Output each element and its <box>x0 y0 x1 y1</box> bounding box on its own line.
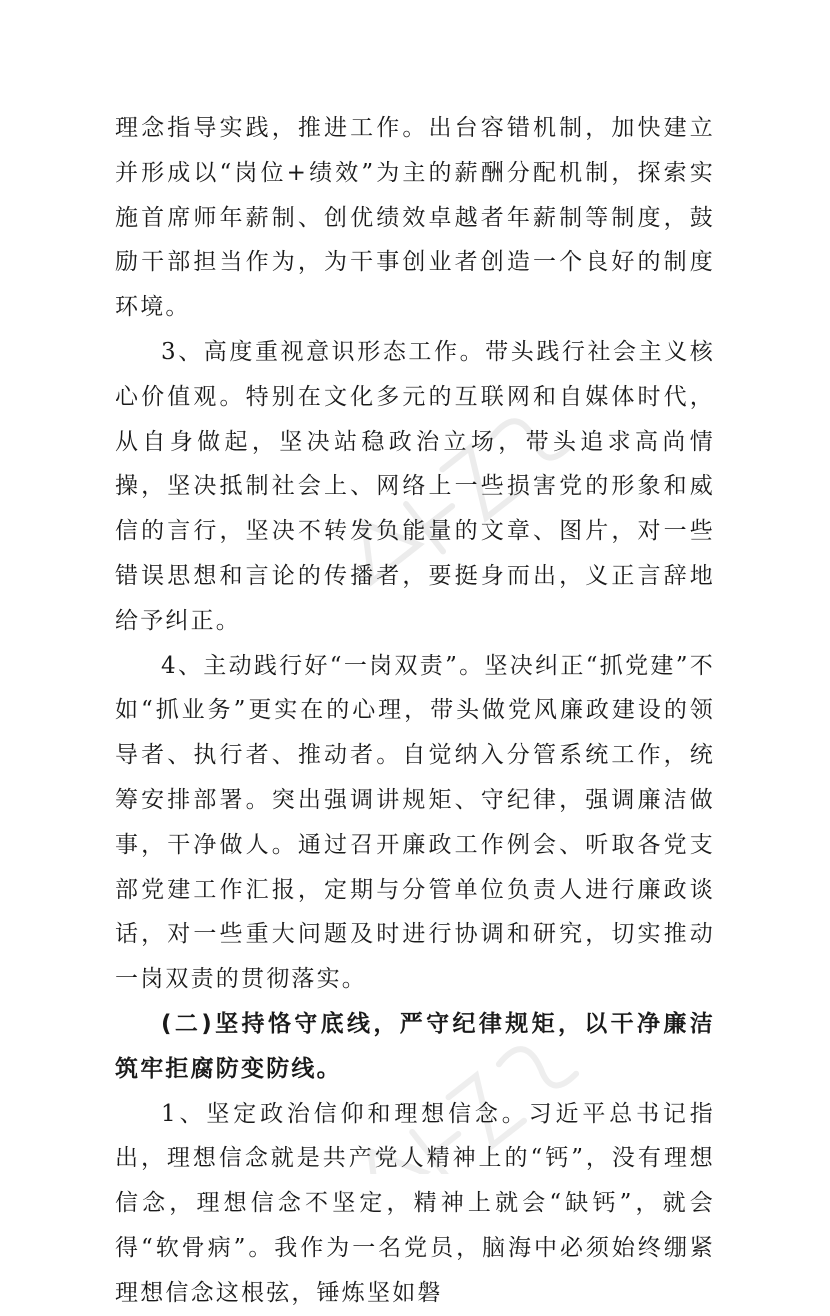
paragraph-item-3: 3、高度重视意识形态工作。带头践行社会主义核心价值观。特别在文化多元的互联网和自媒体时代，从自身做起，坚决站稳政治立场，带头追求高尚情操，坚决抵制社会上、网络上一些损害党的形象和威信的言行，坚决不转发负能量的文章、图片，对一些错误思想和言论的传播者，要挺身而出，义正言辞地给予纠正。 <box>115 338 715 634</box>
section-heading-2: (二)坚持恪守底线，严守纪律规矩，以干净廉洁筑牢拒腐防变防线。 <box>115 1010 715 1082</box>
paragraph-continuation: 理念指导实践，推进工作。出台容错机制，加快建立并形成以“岗位+绩效”为主的薪酬分配机制，探索实施首席师年薪制、创优绩效卓越者年薪制等制度，鼓励干部担当作为，为干事创业者创造一个良好的制度环境。 <box>115 115 715 321</box>
paragraph-item-1: 1、坚定政治信仰和理想信念。习近平总书记指出，理想信念就是共产党人精神上的“钙”，没有理想信念，理想信念不坚定，精神上就会“缺钙”，就会得“软骨病”。我作为一名党员，脑海中必须始终绷紧理想信念这根弦，锤炼坚如磐 <box>115 1100 715 1306</box>
paragraph-item-4: 4、主动践行好“一岗双责”。坚决纠正“抓党建”不如“抓业务”更实在的心理，带头做党风廉政建设的领导者、执行者、推动者。自觉纳入分管系统工作，统筹安排部署。突出强调讲规矩、守纪律，强调廉洁做事，干净做人。通过召开廉政工作例会、听取各党支部党建工作汇报，定期与分管单位负责人进行廉政谈话，对一些重大问题及时进行协调和研究，切实推动一岗双责的贯彻落实。 <box>115 652 715 993</box>
document-body <box>115 106 715 1316</box>
